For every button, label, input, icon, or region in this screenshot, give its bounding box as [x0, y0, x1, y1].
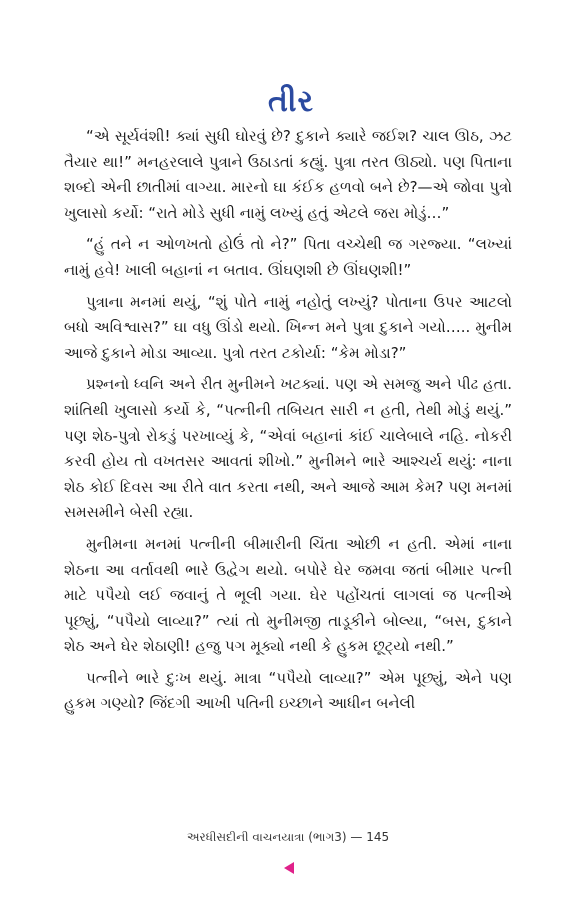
previous-page-arrow-icon[interactable]	[284, 862, 294, 874]
paragraph: “હું તને ન ઓળખતો હોઉં તો ને?” પિતા વચ્ચેથી જ ગરજ્યા. “લખ્યાં નામું હવે! ખાલી બહાનાં ન બતાવ. ઊંઘણશી છે ઊંઘણશી!”	[64, 235, 512, 279]
paragraph: પુત્રાના મનમાં થયું, “શું પોતે નામું નહોતું લખ્યું? પોતાના ઉપર આટલો બધો અવિશ્વાસ?” ઘા વધુ ઊંડો થયો. ખિન્ન મને પુત્રા દુકાને ગયો….. મુનીમ આજે દુકાને મોડા આવ્યા. પુત્રો તરત ટકોર્યા: “કેમ મોડા?”	[64, 292, 512, 362]
paragraph: મુનીમના મનમાં પત્નીની બીમારીની ચિંતા ઓછી ન હતી. એમાં નાના શેઠના આ વર્તાવથી ભારે ઉદ્વેગ થયો. બપોરે ઘેર જમવા જતાં બીમાર પત્ની માટે પપૈયો લઈ જવાનું તે ભૂલી ગયા. ઘેર પહોંચતાં લાગલાં જ પત્નીએ પૂછ્યું, “પપૈયો લાવ્યા?” ત્યાં તો મુનીમજી તાડૂકીને બોલ્યા, “બસ, દુકાને શેઠ અને ઘેર શેઠાણી! હજુ પગ મૂક્યો નથી કે હુકમ છૂટ્યો નથી.”	[64, 534, 512, 656]
page-footer: અરધીસદીની વાચનયાત્રા (ભાગ3) — 145	[186, 830, 390, 844]
paragraph: “એ સૂર્યવંશી! ક્યાં સુધી ઘોરવું છે? દુકાને ક્યારે જઈશ? ચાલ ઊઠ, ઝટ તૈયાર થા!” મનહરલાલે પુત્રાને ઉઠાડતાં કહ્યું. પુત્રા તરત ઊઠ્યો. પણ પિતાના શબ્દો એની છાતીમાં વાગ્યા. મારનો ઘા કંઈક હળવો બને છે?—એ જોવા પુત્રો ખુલાસો કર્યો: “રાતે મોડે સુધી નામું લખ્યું હતું એટલે જરા મોડું…”	[64, 127, 512, 222]
body-text	[64, 124, 512, 723]
paragraph: પ્રશ્નનો ધ્વનિ અને રીત મુનીમને ખટક્યાં. પણ એ સમજુ અને પીઢ હતા. શાંતિથી ખુલાસો કર્યો કે, “પત્નીની તબિયત સારી ન હતી, તેથી મોડું થયું.” પણ શેઠ-પુત્રો રોકડું પરખાવ્યું કે, “એવાં બહાનાં કાંઈ ચાલેબાલે નહિ. નોકરી કરવી હોય તો વખતસર આવતાં શીખો.” મુનીમને ભારે આશ્ચર્ય થયું: નાના શેઠ કોઈ દિવસ આ રીતે વાત કરતા નથી, અને આજે આમ કેમ? પણ મનમાં સમસમીને બેસી રહ્યા.	[64, 375, 512, 522]
page-title: તીર	[268, 84, 314, 119]
paragraph: પત્નીને ભારે દુઃખ થયું. માત્રા “પપૈયો લાવ્યા?” એમ પૂછ્યું, એને પણ હુકમ ગણ્યો? જિંદગી આખી પતિની ઇચ્છાને આધીન બનેલી	[64, 668, 512, 713]
